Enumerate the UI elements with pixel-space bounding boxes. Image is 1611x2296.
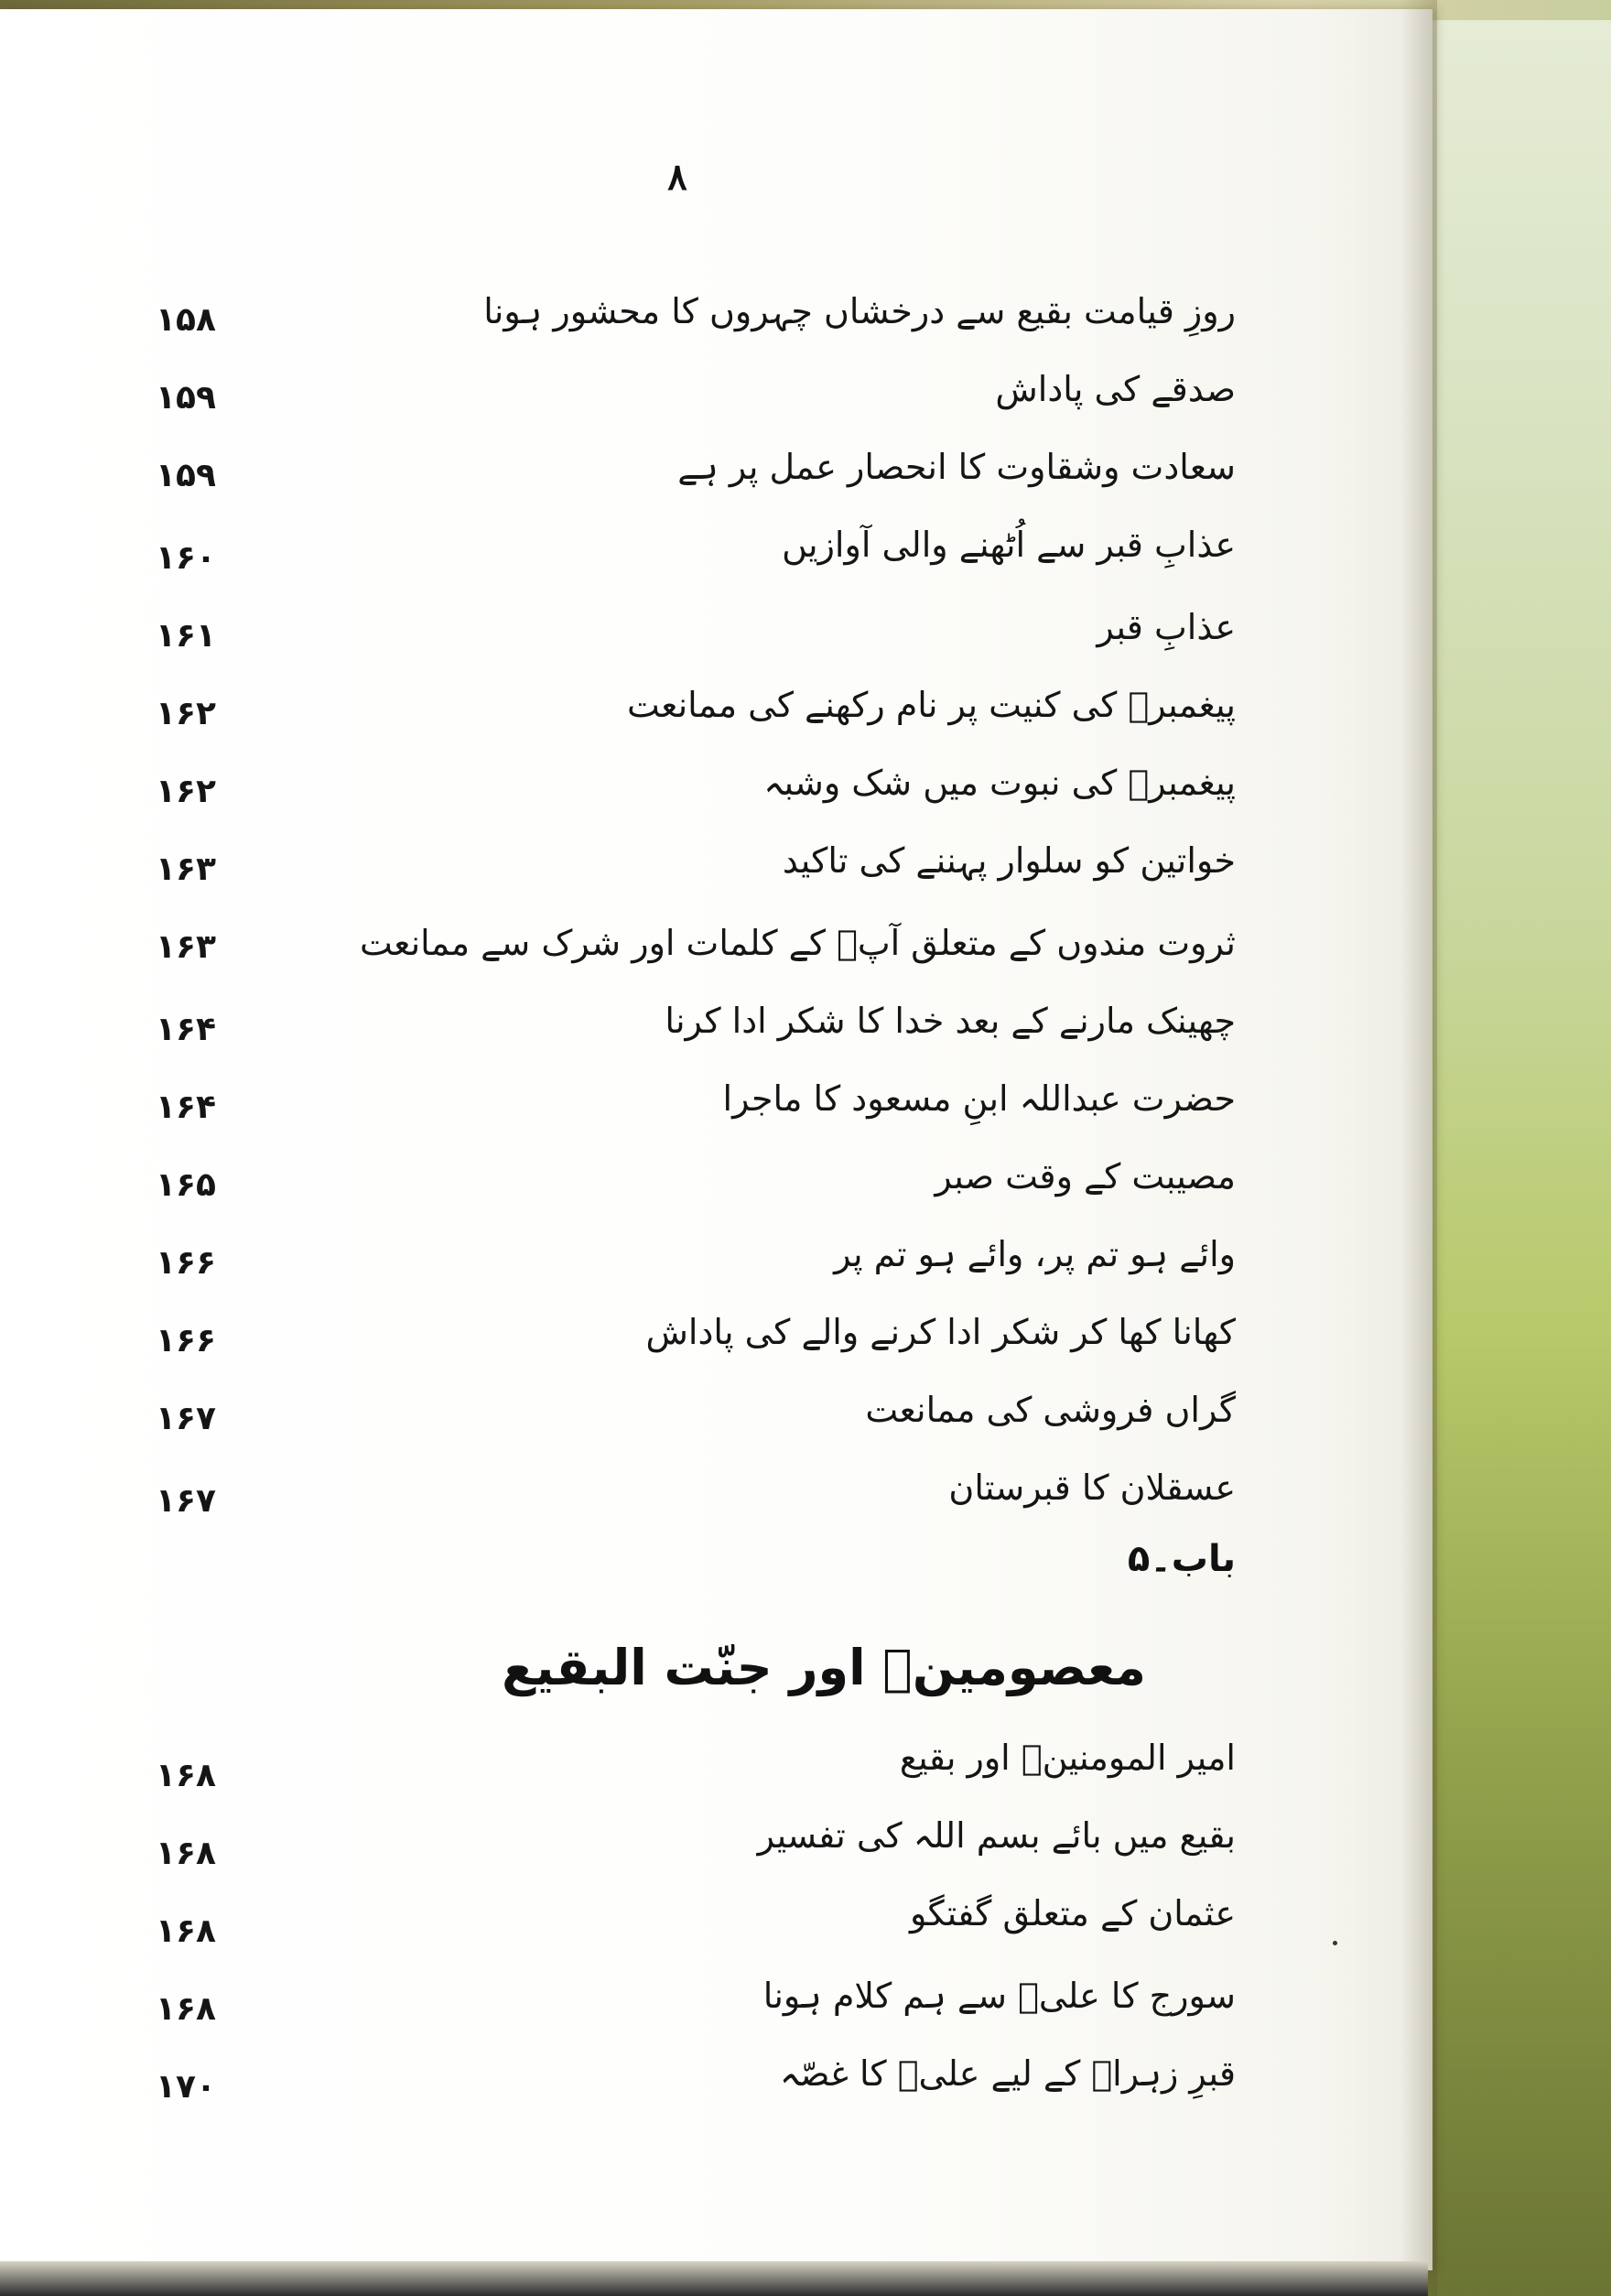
toc-entry-title: کھانا کھا کر شکر ادا کرنے والے کی پاداش [645,1312,1236,1352]
toc-entry-title: عذابِ قبر سے اُٹھنے والی آوازیں [782,525,1236,565]
toc-entry-page: ۱۶۷ [156,1400,216,1437]
toc-entry-title: خواتین کو سلوار پہننے کی تاکید [782,840,1236,881]
ink-speck [1333,1941,1337,1945]
toc-entry-page: ۱۶۸ [156,1990,216,2028]
toc-entry-page: ۱۶۲ [156,695,216,732]
toc-entry-title: امیر المومنینؑ اور بقیع [899,1738,1236,1778]
toc-entry-page: ۱۶۶ [156,1322,216,1359]
toc-entry-page: ۱۶۱ [156,617,216,655]
toc-entry-title: عسقلان کا قبرستان [948,1467,1236,1508]
bottom-edge [0,2261,1428,2296]
page-number: ۸ [667,156,687,199]
toc-entry-page: ۱۶۸ [156,1912,216,1950]
toc-entry-page: ۱۵۹ [156,457,216,494]
toc-entry-page: ۱۶۸ [156,1757,216,1794]
background-surface [1428,0,1611,2296]
toc-entry-page: ۱۶۴ [156,1088,216,1126]
toc-entry-title: حضرت عبداللہ ابنِ مسعود کا ماجرا [722,1078,1236,1119]
chapter-title: معصومینؑ اور جنّت البقیع [502,1639,1146,1696]
chapter-label: باب۔۵ [1127,1538,1236,1580]
toc-entry-page: ۱۶۸ [156,1835,216,1872]
toc-entry-title: صدقے کی پاداش [995,369,1236,409]
toc-entry-title: قبرِ زہراؑ کے لیے علیؑ کا غصّہ [779,2053,1236,2094]
toc-entry-page: ۱۶۳ [156,928,216,966]
toc-entry-title: گراں فروشی کی ممانعت [865,1390,1236,1430]
toc-entry-page: ۱۵۸ [156,301,216,339]
toc-entry-title: عثمان کے متعلق گفتگو [909,1893,1236,1933]
toc-entry-page: ۱۶۰ [156,539,216,577]
toc-entry-page: ۱۶۵ [156,1166,216,1204]
page-shadow [1400,0,1437,2296]
toc-entry-page: ۱۶۴ [156,1011,216,1048]
toc-entry-title: ثروت مندوں کے متعلق آپؐ کے کلمات اور شرک سے ممانعت [359,923,1236,963]
toc-entry-title: پیغمبرؐ کی کنیت پر نام رکھنے کی ممانعت [626,685,1236,725]
toc-entry-title: روزِ قیامت بقیع سے درخشاں چہروں کا محشور ہونا [483,291,1236,331]
toc-entry-title: سورج کا علیؑ سے ہم کلام ہونا [762,1976,1236,2016]
toc-entry-page: ۱۶۷ [156,1482,216,1520]
toc-entry-page: ۱۶۶ [156,1244,216,1282]
toc-entry-page: ۱۶۳ [156,850,216,888]
toc-entry-title: مصیبت کے وقت صبر [935,1156,1236,1197]
toc-entry-page: ۱۵۹ [156,379,216,417]
toc-entry-title: عذابِ قبر [1097,607,1236,647]
toc-entry-page: ۱۶۲ [156,773,216,810]
toc-entry-page: ۱۷۰ [156,2068,216,2106]
toc-entry-title: پیغمبرؐ کی نبوت میں شک وشبہ [763,763,1236,803]
toc-entry-title: بقیع میں بائے بسم اللہ کی تفسیر [757,1815,1236,1856]
toc-entry-title: وائے ہو تم پر، وائے ہو تم پر [834,1234,1236,1274]
toc-entry-title: سعادت وشقاوت کا انحصار عمل پر ہے [677,447,1236,487]
toc-entry-title: چھینک مارنے کے بعد خدا کا شکر ادا کرنا [665,1001,1236,1041]
